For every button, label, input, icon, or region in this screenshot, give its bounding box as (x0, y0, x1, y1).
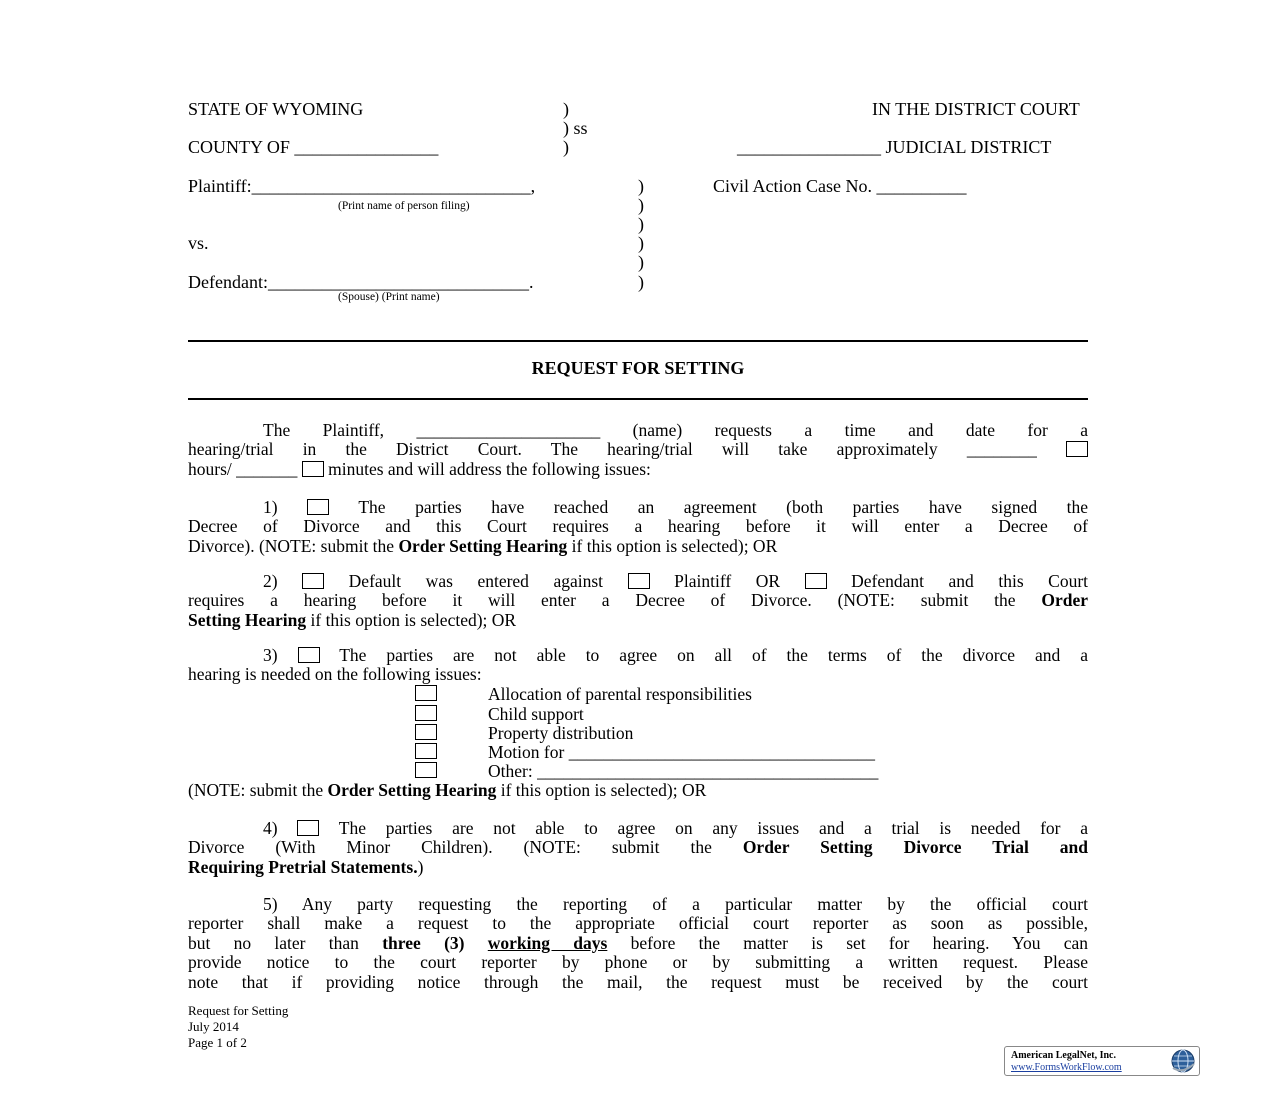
caption-paren: ) (563, 137, 569, 157)
court-name: IN THE DISTRICT COURT (872, 99, 1080, 119)
option-text: if this option is selected); OR (500, 780, 707, 800)
intro-line (188, 440, 1088, 459)
hours-checkbox[interactable] (1066, 441, 1088, 457)
divider (188, 340, 1088, 342)
case-number-field[interactable]: Civil Action Case No. __________ (713, 176, 967, 196)
minutes-checkbox[interactable] (302, 461, 324, 477)
option-number: 3) (263, 645, 278, 665)
vendor-name: American LegalNet, Inc. (1011, 1050, 1116, 1061)
option-line: Decree of Divorce and this Court requires a hearing before it will enter a Decree of (188, 516, 1088, 537)
intro-paragraph (188, 421, 1088, 479)
issue-checkbox[interactable] (415, 743, 437, 759)
plaintiff-default-checkbox[interactable] (628, 573, 650, 589)
issue-label: Allocation of parental responsibilities (488, 684, 752, 704)
option-4-checkbox[interactable] (297, 820, 319, 836)
caption-paren: ) (638, 176, 644, 196)
issue-checkbox[interactable] (415, 762, 437, 778)
form-reference: Order Setting Divorce Trial and (742, 837, 1089, 858)
option-1 (188, 498, 1088, 556)
option-line: provide notice to the court reporter by phone or by submitting a written request. Please (188, 952, 1088, 973)
option-text: but no later than (188, 932, 359, 953)
option-text: requires a hearing before it will enter a Decree of Divorce. (NOTE: submit the (188, 590, 1016, 611)
vendor-logo[interactable] (1004, 1046, 1200, 1076)
option-text: if this option is selected); OR (310, 609, 517, 630)
footer-page-number: Page 1 of 2 (188, 1035, 247, 1050)
option-line (188, 611, 1088, 630)
document-title: REQUEST FOR SETTING (531, 358, 745, 378)
option-line (188, 858, 1088, 877)
option-text: (NOTE: submit the (188, 780, 324, 800)
intro-line[interactable]: The Plaintiff, _____________________ (name) requests a time and date for a (263, 420, 1088, 440)
caption-paren: ) (563, 99, 569, 119)
option-line (188, 819, 1088, 838)
option-line (188, 646, 1088, 665)
option-3-checkbox[interactable] (298, 647, 320, 663)
other-field[interactable]: Other: _______________________________________ (488, 761, 879, 781)
globe-icon (1170, 1048, 1196, 1074)
intro-text: minutes and will address the following issues: (328, 458, 651, 479)
option-number: 4) (263, 818, 278, 838)
defendant-default-checkbox[interactable] (805, 573, 827, 589)
option-line: note that if providing notice through the mail, the request must be received by the court (188, 971, 1088, 992)
option-line (188, 572, 1088, 591)
issue-checkbox[interactable] (415, 685, 437, 701)
plaintiff-field[interactable]: Plaintiff:_______________________________, (188, 176, 536, 196)
form-reference: Order Setting Hearing (398, 535, 568, 556)
option-text: The parties are not able to agree on any issues and a trial is needed for a (338, 818, 1089, 838)
option-text: The parties have reached an agreement (both parties have signed the (358, 497, 1088, 517)
option-text: Default was entered against (348, 571, 604, 591)
option-text: before the matter is set for hearing. You can (630, 932, 1089, 953)
intro-line (188, 460, 1088, 479)
option-2 (188, 572, 1088, 630)
state-name: STATE OF WYOMING (188, 99, 364, 119)
form-reference: Order Setting Hearing (327, 780, 497, 800)
form-reference: Order (1041, 590, 1088, 611)
option-4 (188, 819, 1088, 877)
emphasis: three (3) (382, 932, 465, 953)
option-5 (188, 895, 1088, 992)
option-line (188, 591, 1088, 610)
motion-for-field[interactable]: Motion for ___________________________________ (488, 742, 875, 762)
versus-label: vs. (188, 233, 209, 253)
option-1-checkbox[interactable] (307, 499, 329, 515)
option-text: Defendant and this Court (851, 571, 1089, 591)
option-text: Plaintiff OR (674, 571, 781, 591)
minutes-field[interactable]: hours/ _______ (188, 458, 298, 479)
form-reference: Setting Hearing (188, 609, 307, 630)
caption-paren: ) (638, 272, 644, 292)
issue-label: Property distribution (488, 723, 634, 743)
defendant-field[interactable]: Defendant:_____________________________. (188, 272, 534, 292)
defendant-hint: (Spouse) (Print name) (338, 291, 440, 303)
option-text: The parties are not able to agree on all of the terms of the divorce and a (339, 645, 1089, 665)
issue-label: Child support (488, 704, 584, 724)
option-line (188, 537, 1088, 556)
option-3 (188, 646, 1088, 685)
county-field[interactable]: COUNTY OF ________________ (188, 137, 439, 157)
option-number: 1) (263, 497, 278, 517)
caption-paren: ) (638, 195, 644, 215)
option-2-checkbox[interactable] (302, 573, 324, 589)
plaintiff-hint: (Print name of person filing) (338, 200, 470, 212)
option-3-note (188, 780, 706, 801)
option-line: hearing is needed on the following issues: (188, 664, 482, 685)
footer-date: July 2014 (188, 1019, 239, 1034)
option-text: ) (417, 856, 424, 877)
option-number: 2) (263, 571, 278, 591)
caption-paren: ) (638, 252, 644, 272)
option-line (188, 934, 1088, 953)
divider (188, 398, 1088, 400)
hours-field[interactable]: hearing/trial in the District Court. The hearing/trial will take approximately ________ (188, 439, 1037, 460)
judicial-district-field[interactable]: ________________ JUDICIAL DISTRICT (737, 137, 1052, 157)
option-text: Divorce). (NOTE: submit the (188, 535, 395, 556)
issue-checkbox[interactable] (415, 705, 437, 721)
option-line (188, 498, 1088, 517)
option-text: Divorce (With Minor Children). (NOTE: submit the (188, 837, 712, 858)
footer-form-name: Request for Setting (188, 1003, 289, 1018)
option-text: if this option is selected); OR (571, 535, 778, 556)
option-line: reporter shall make a request to the appropriate official court reporter as soon as possible, (188, 913, 1088, 934)
option-line (188, 838, 1088, 857)
caption-paren-ss: ) ss (563, 118, 588, 138)
caption-paren: ) (638, 233, 644, 253)
issue-checkbox[interactable] (415, 724, 437, 740)
vendor-link[interactable]: www.FormsWorkFlow.com (1011, 1062, 1122, 1073)
option-line: 5) Any party requesting the reporting of a particular matter by the official court (263, 894, 1088, 914)
form-reference: Requiring Pretrial Statements. (188, 856, 418, 877)
emphasis: working days (487, 932, 608, 953)
caption-paren: ) (638, 214, 644, 234)
